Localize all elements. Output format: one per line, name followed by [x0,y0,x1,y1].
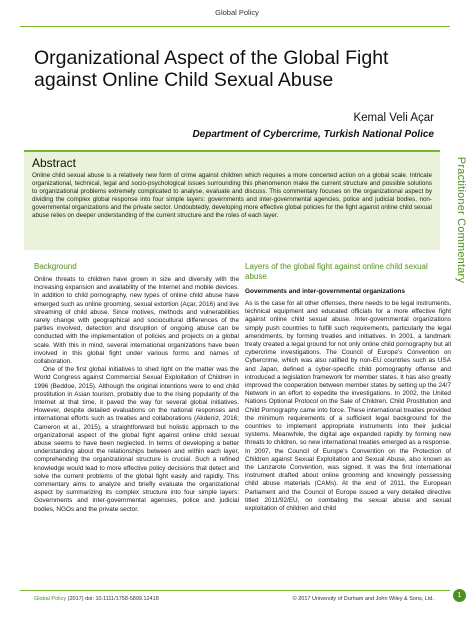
footer-journal: Global Policy [34,596,67,602]
page-number-badge: 1 [453,589,466,602]
layers-heading: Layers of the global fight against online child sexual abuse [245,262,428,281]
footer-rule [20,590,450,591]
footer-citation [34,596,159,602]
background-paragraph: One of the first global initiatives to shed light on the matter was the World Congress against Commercial Sexual Exploitation of Children in 1996 (Beddoe, 2015). Although the original intentions were to end child prostitution in Asian tourism, probably due to the rising popularity of the Internet at that time, it paved the way for several global initiatives. However, despite detailed evaluations on the national responses and international efforts such as treaties and collaborations (Akdeniz, 2016; Cameron et al., 2015), a straightforward but holistic approach to the organizational aspect of the global fight against online child sexual abuse seems to have been neglected. In terms of developing a better understanding about the relationships between and within each layer, comprehending the organizational structure is crucial. Such a refined knowledge would lead to more effective policy decisions that detect and solve the current problems of the global fight easily and rapidly. This commentary aims to analyze and briefly evaluate the organizational aspect by summarizing its complex structure into four simple layers: Governments and inter-governmental agencies, police and judicial bodies, NGOs and the private sector. [34,366,239,513]
abstract-text: Online child sexual abuse is a relatively new form of crime against children which requires a more concerted action on a global scale. Intricate organizational, technical, legal and socio-psychological issues surrounding this phenomenon make the current structure and possible solutions to organizational problems extremely complicated to analyse, evaluate and discuss. This commentary focuses on the organizational aspect by dividing the complex global response into four simple layers: governments and inter-governmental agencies, police and judicial bodies, non-governmental organizations and the private sector. Undoubtedly, developing more effective global policies for the fight against online child sexual abuse relies on deeper understanding of the current structure and the roles of each layer. [32,172,432,220]
footer-copyright: © 2017 University of Durham and John Wiley & Sons, Ltd. [292,596,434,602]
right-column [245,262,451,513]
background-heading: Background [34,262,77,271]
layers-subheading: Governments and inter-governmental organizations [245,288,405,295]
header-rule [20,26,450,27]
left-column [34,262,239,514]
author-affiliation: Department of Cybercrime, Turkish National Police [192,129,434,140]
background-paragraph: Online threats to children have grown in size and diversity with the increasing expansion and availability of the Internet and mobile devices. In addition to child pornography, new types of online child abuse have emerged such as online grooming, sexual extortion (Açar, 2016) and live streaming of child abuse. Since motives, methods and vulnerabilities rarely change with geographical and sociocultural differences of the parties involved, detection and disruption of ongoing abuse can be conducted with the implementation of policies and projects on a global scale. With this in mind, several international organizations have been involved in this global fight under various forms and names of collaboration. [34,276,239,366]
author-name: Kemal Veli Açar [353,112,434,124]
side-section-label [451,125,471,315]
layers-paragraph: As is the case for all other offenses, there needs to be legal instruments, technical equipment and educated officials for a more effective fight against online child sexual abuse. Inter-governmental organizations simply push countries to fulfill such requirements, particularly the legal amendments, by forming treaties and initiatives. In 2001, a landmark treaty created a legal ground for not only online child pornography but all cybercrime investigations. The Council of Europe's Convention on Cybercrime, which was also ratified by non-EU countries such as USA and Japan, defined a cyber-specific child pornography offense and introduced a legislation framework for member states. It has also greatly improved the cooperation between member states by setting up the 24/7 Network in an effort to expedite the investigations. In 2002, the United Nations Optional Protocol on the Sale of Children, Child Prostitution and Child Pornography came into force. These international treaties provided the minimum requirements of a sufficient legal background for the countries to implement appropriate instruments into their judicial systems. Meanwhile, the digital age expanded rapidly by forming new threats to children, so new international treaties emerged as a response. In 2007, the Council of Europe's Convention on the Protection of Children against Sexual Exploitation and Sexual Abuse, also known as the Lanzarote Convention, was signed. It was the first international instrument drafted about online grooming and knowingly possessing child abuse materials (CAMs). At the end of 2011, the European Parliament and the Council of Europe issued a very detailed directive titled 2011/92/EU, on combating the sexual abuse and sexual exploitation of children and child [245,300,451,513]
article-title: Organizational Aspect of the Global Fight against Online Child Sexual Abuse [34,47,389,91]
side-section-label-text: Practitioner Commentary [455,156,467,284]
abstract-heading: Abstract [32,156,77,170]
running-header: Global Policy [215,8,259,17]
abstract-box [24,150,440,250]
footer-doi: (2017) doi: 10.1111/1758-5899.12418 [66,596,159,602]
